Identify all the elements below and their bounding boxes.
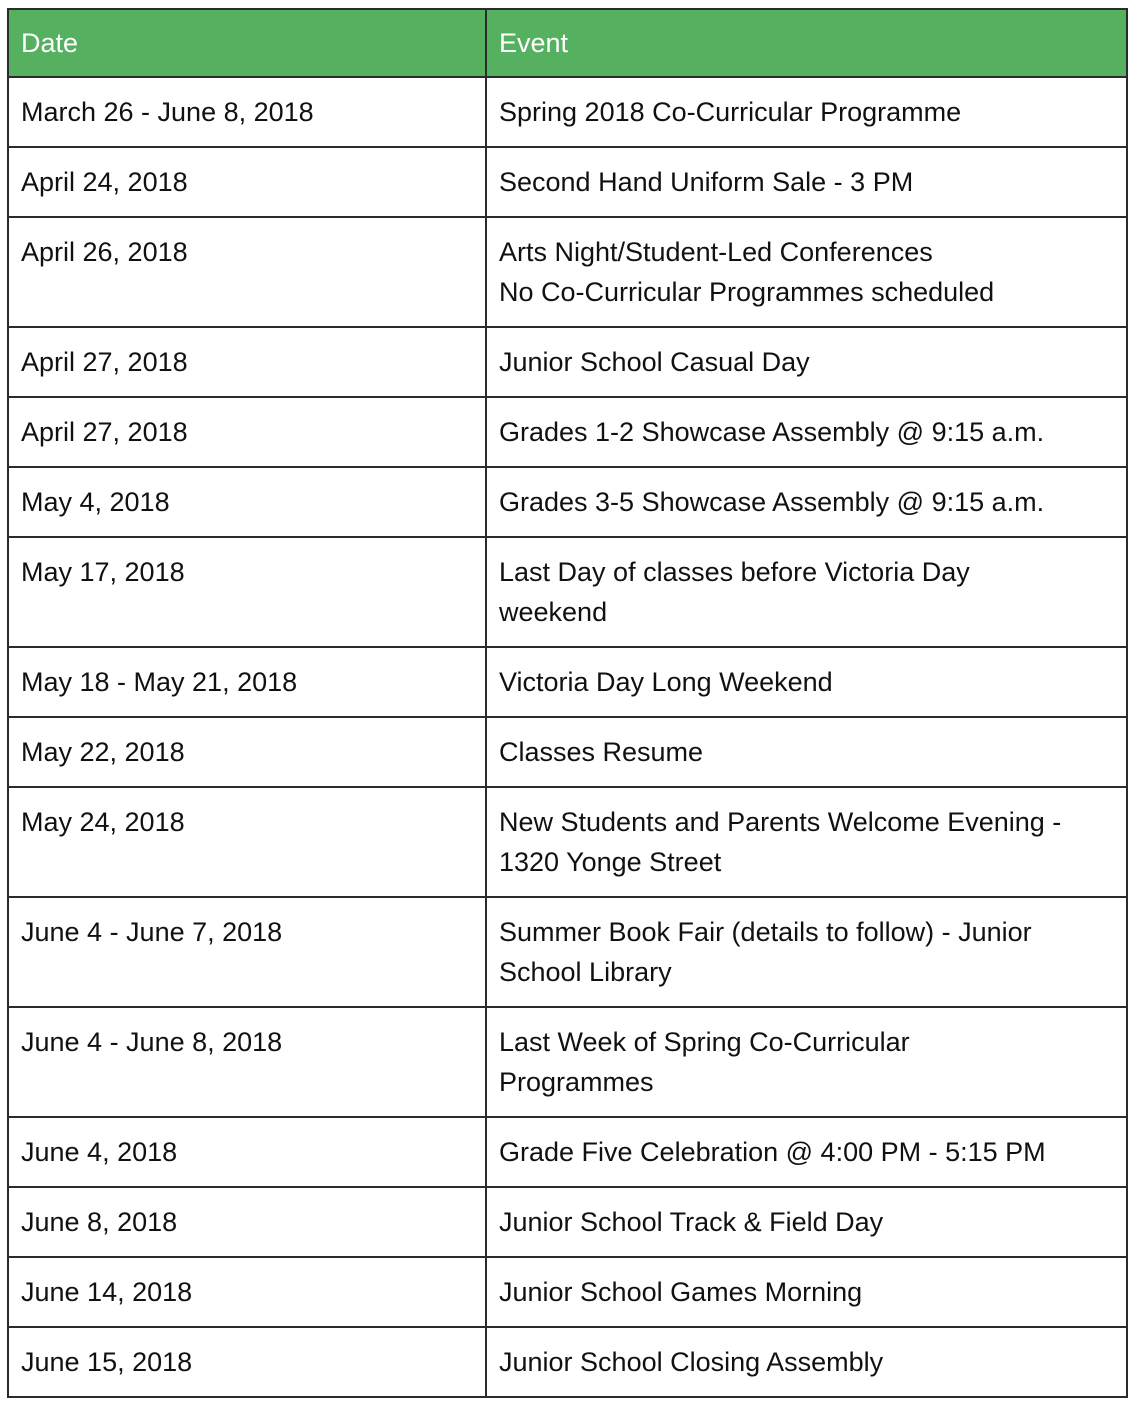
- table-row: [8, 647, 1127, 717]
- date-column-header: Date: [8, 9, 486, 77]
- event-column-header: Event: [486, 9, 1127, 77]
- event-cell: [486, 717, 1127, 787]
- table-row: [8, 717, 1127, 787]
- table-header: [8, 9, 1127, 77]
- table-row: [8, 537, 1127, 647]
- event-text-line: Second Hand Uniform Sale - 3 PM: [499, 167, 914, 197]
- event-cell: [486, 1187, 1127, 1257]
- event-cell: [486, 1117, 1127, 1187]
- table-row: [8, 397, 1127, 467]
- date-cell: April 27, 2018: [8, 327, 486, 397]
- date-cell: May 4, 2018: [8, 467, 486, 537]
- event-cell: [486, 77, 1127, 147]
- date-cell: April 26, 2018: [8, 217, 486, 327]
- date-cell: June 4 - June 8, 2018: [8, 1007, 486, 1117]
- date-cell: March 26 - June 8, 2018: [8, 77, 486, 147]
- event-cell: [486, 787, 1127, 897]
- event-text-line: Programmes: [499, 1067, 654, 1097]
- event-text-line: Summer Book Fair (details to follow) - Junior: [499, 917, 1032, 947]
- date-cell: June 15, 2018: [8, 1327, 486, 1397]
- event-cell: [486, 467, 1127, 537]
- table-row: [8, 897, 1127, 1007]
- date-cell: May 17, 2018: [8, 537, 486, 647]
- event-cell: [486, 1327, 1127, 1397]
- event-text-line: No Co-Curricular Programmes scheduled: [499, 277, 995, 307]
- table-row: [8, 1257, 1127, 1327]
- header-row: [8, 9, 1127, 77]
- event-cell: [486, 897, 1127, 1007]
- event-text-line: Grades 1-2 Showcase Assembly @ 9:15 a.m.: [499, 417, 1045, 447]
- table-body: [8, 77, 1127, 1397]
- date-cell: April 24, 2018: [8, 147, 486, 217]
- table-row: [8, 1187, 1127, 1257]
- table-row: [8, 467, 1127, 537]
- date-cell: May 18 - May 21, 2018: [8, 647, 486, 717]
- event-text-line: Last Day of classes before Victoria Day: [499, 557, 970, 587]
- event-text-line: Grades 3-5 Showcase Assembly @ 9:15 a.m.: [499, 487, 1045, 517]
- event-text-line: Victoria Day Long Weekend: [499, 667, 833, 697]
- table-row: [8, 1117, 1127, 1187]
- date-cell: May 24, 2018: [8, 787, 486, 897]
- event-cell: [486, 1257, 1127, 1327]
- date-cell: April 27, 2018: [8, 397, 486, 467]
- event-text-line: Arts Night/Student-Led Conferences: [499, 237, 933, 267]
- date-cell: June 14, 2018: [8, 1257, 486, 1327]
- event-cell: [486, 147, 1127, 217]
- table-row: [8, 1327, 1127, 1397]
- event-text-line: Spring 2018 Co-Curricular Programme: [499, 97, 962, 127]
- event-text-line: Classes Resume: [499, 737, 704, 767]
- event-text-line: Grade Five Celebration @ 4:00 PM - 5:15 PM: [499, 1137, 1046, 1167]
- event-cell: [486, 327, 1127, 397]
- event-text-line: New Students and Parents Welcome Evening -: [499, 807, 1062, 837]
- event-text-line: Junior School Closing Assembly: [499, 1347, 884, 1377]
- event-text-line: Last Week of Spring Co-Curricular: [499, 1027, 910, 1057]
- event-text-line: weekend: [499, 597, 608, 627]
- table-row: [8, 1007, 1127, 1117]
- event-text-line: Junior School Games Morning: [499, 1277, 863, 1307]
- table-row: [8, 787, 1127, 897]
- date-cell: June 8, 2018: [8, 1187, 486, 1257]
- event-text-line: School Library: [499, 957, 672, 987]
- event-text-line: Junior School Track & Field Day: [499, 1207, 884, 1237]
- event-text-line: 1320 Yonge Street: [499, 847, 722, 877]
- event-cell: [486, 397, 1127, 467]
- table-row: [8, 327, 1127, 397]
- table-row: [8, 217, 1127, 327]
- date-cell: June 4, 2018: [8, 1117, 486, 1187]
- event-cell: [486, 647, 1127, 717]
- table-row: [8, 147, 1127, 217]
- date-cell: June 4 - June 7, 2018: [8, 897, 486, 1007]
- date-cell: May 22, 2018: [8, 717, 486, 787]
- events-table: [7, 8, 1128, 1398]
- event-text-line: Junior School Casual Day: [499, 347, 810, 377]
- event-cell: [486, 217, 1127, 327]
- event-cell: [486, 537, 1127, 647]
- event-cell: [486, 1007, 1127, 1117]
- table-row: [8, 77, 1127, 147]
